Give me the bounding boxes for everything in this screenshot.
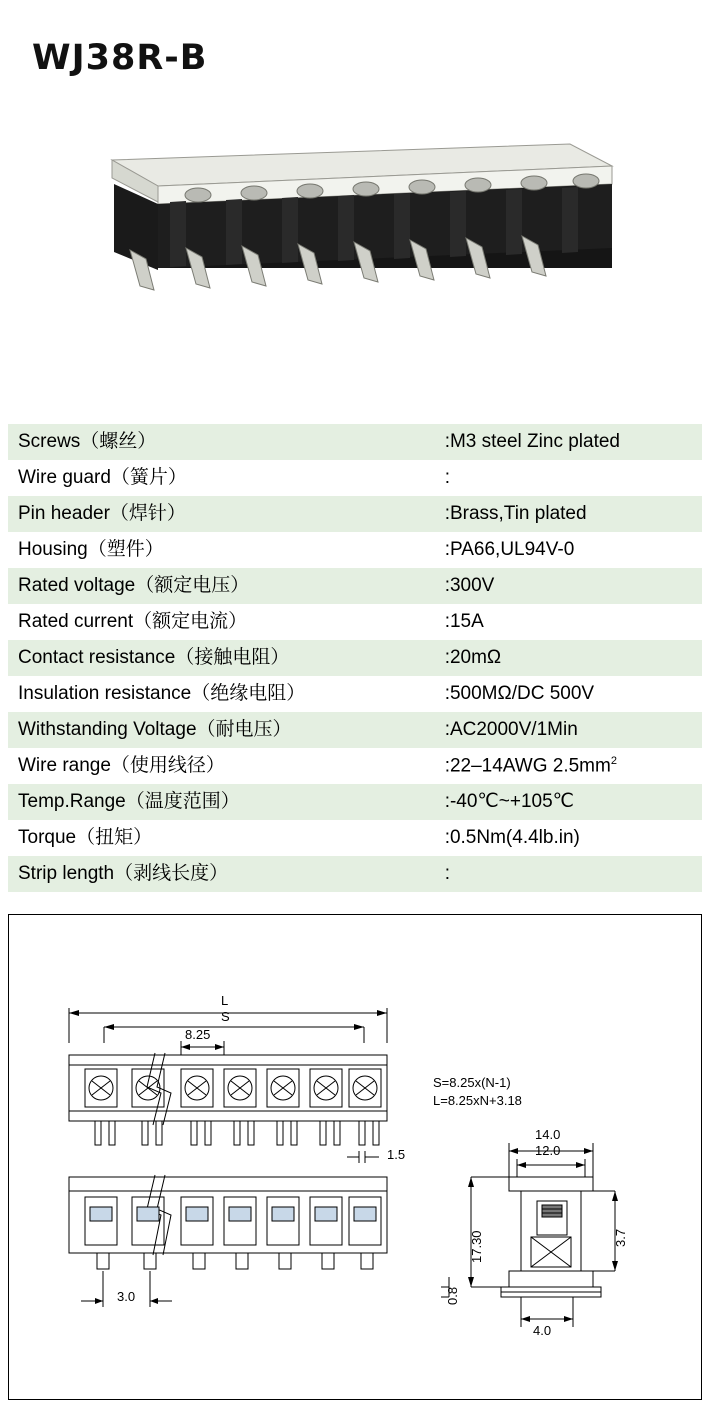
spec-value	[443, 568, 702, 604]
spec-value-text: :20mΩ	[444, 646, 502, 668]
spec-value-text: :500MΩ/DC 500V	[444, 682, 595, 704]
spec-row	[8, 712, 702, 748]
spec-value-text: :300V	[444, 574, 495, 596]
spec-row	[8, 784, 702, 820]
spec-value-superscript: 2	[610, 754, 617, 767]
spec-label-en: Strip length	[18, 863, 115, 885]
spec-value	[443, 424, 702, 460]
spec-label-en: Wire range	[18, 755, 111, 777]
spec-label-cn: （额定电压）	[135, 574, 250, 597]
spec-value-text: :	[444, 466, 450, 488]
drawing-svg	[9, 915, 701, 1399]
spec-row	[8, 640, 702, 676]
dim-label-pitch: 8.25	[185, 1027, 211, 1042]
spec-label-cn: （耐电压）	[196, 718, 292, 741]
spec-row	[8, 460, 702, 496]
spec-value	[443, 784, 702, 820]
technical-drawing	[8, 914, 702, 1400]
spec-value	[443, 604, 702, 640]
spec-label-cn: （剥线长度）	[114, 862, 229, 885]
spec-label-cn: （额定电流）	[133, 610, 248, 633]
dim-label-height-right: 3.7	[613, 1228, 628, 1247]
spec-label	[8, 532, 443, 568]
spec-value-text: :22–14AWG 2.5mm	[444, 755, 611, 777]
dim-label-S: S	[221, 1009, 230, 1024]
spec-label	[8, 604, 443, 640]
spec-label-cn: （簧片）	[110, 466, 187, 489]
spec-value	[443, 712, 702, 748]
spec-value	[443, 676, 702, 712]
spec-value-text: :15A	[444, 610, 484, 632]
spec-row	[8, 856, 702, 892]
spec-value-text: :M3 steel Zinc plated	[444, 430, 620, 452]
spec-row	[8, 676, 702, 712]
spec-value	[443, 460, 702, 496]
spec-label-en: Pin header	[18, 503, 110, 525]
spec-value-text: :AC2000V/1Min	[444, 718, 578, 740]
dim-label-pin-width: 1.5	[387, 1147, 406, 1162]
dim-label-width-inner: 12.0	[535, 1143, 561, 1158]
spec-label-en: Insulation resistance	[18, 683, 192, 705]
spec-label	[8, 856, 443, 892]
spec-row	[8, 568, 702, 604]
spec-label-en: Torque	[18, 827, 77, 849]
spec-row	[8, 532, 702, 568]
spec-value-text: :-40℃~+105℃	[444, 790, 574, 812]
spec-label-cn: （塑件）	[87, 538, 164, 561]
spec-label	[8, 640, 443, 676]
spec-label	[8, 820, 443, 856]
spec-label	[8, 748, 443, 784]
spec-label	[8, 496, 443, 532]
dim-label-base-width: 4.0	[533, 1323, 552, 1338]
spec-row	[8, 604, 702, 640]
spec-row	[8, 424, 702, 460]
spec-label	[8, 712, 443, 748]
dim-label-pin-spacing: 3.0	[117, 1289, 136, 1304]
spec-value	[443, 856, 702, 892]
spec-label-en: Contact resistance	[18, 647, 176, 669]
product-photo	[100, 120, 620, 320]
formula-L: L=8.25xN+3.18	[433, 1093, 522, 1108]
spec-label-cn: （绝缘电阻）	[191, 682, 306, 705]
spec-label-en: Screws	[18, 431, 81, 453]
spec-label	[8, 424, 443, 460]
spec-value-text: :	[444, 862, 450, 884]
dim-label-height-total: 17.30	[469, 1230, 484, 1263]
spec-label	[8, 784, 443, 820]
spec-label	[8, 568, 443, 604]
spec-row	[8, 820, 702, 856]
spec-label-en: Temp.Range	[18, 791, 126, 813]
spec-value-text: :0.5Nm(4.4lb.in)	[444, 826, 580, 848]
spec-label	[8, 676, 443, 712]
spec-value	[443, 532, 702, 568]
spec-label-en: Withstanding Voltage	[18, 719, 197, 741]
spec-label-cn: （扭矩）	[76, 826, 153, 849]
spec-label-cn: （焊针）	[109, 502, 186, 525]
specification-table	[8, 424, 702, 892]
spec-value	[443, 820, 702, 856]
formula-S: S=8.25x(N-1)	[433, 1075, 511, 1090]
spec-row	[8, 496, 702, 532]
spec-label-en: Housing	[18, 539, 88, 561]
spec-value-text: :PA66,UL94V-0	[444, 538, 575, 560]
dim-label-height-base: 0.8	[445, 1286, 460, 1305]
spec-label-en: Rated voltage	[18, 575, 136, 597]
dim-label-width-outer: 14.0	[535, 1127, 561, 1142]
spec-value-text: :Brass,Tin plated	[444, 502, 587, 524]
spec-label-en: Rated current	[18, 611, 134, 633]
spec-label-cn: （使用线径）	[110, 754, 225, 777]
spec-label-cn: （接触电阻）	[175, 646, 290, 669]
spec-value	[443, 496, 702, 532]
spec-label-en: Wire guard	[18, 467, 111, 489]
dim-label-L: L	[221, 993, 229, 1008]
spec-row	[8, 748, 702, 784]
spec-value	[443, 748, 702, 784]
page-title: WJ38R-B	[32, 38, 208, 78]
spec-label	[8, 460, 443, 496]
spec-label-cn: （温度范围）	[125, 790, 240, 813]
spec-value	[443, 640, 702, 676]
spec-label-cn: （螺丝）	[80, 430, 157, 453]
